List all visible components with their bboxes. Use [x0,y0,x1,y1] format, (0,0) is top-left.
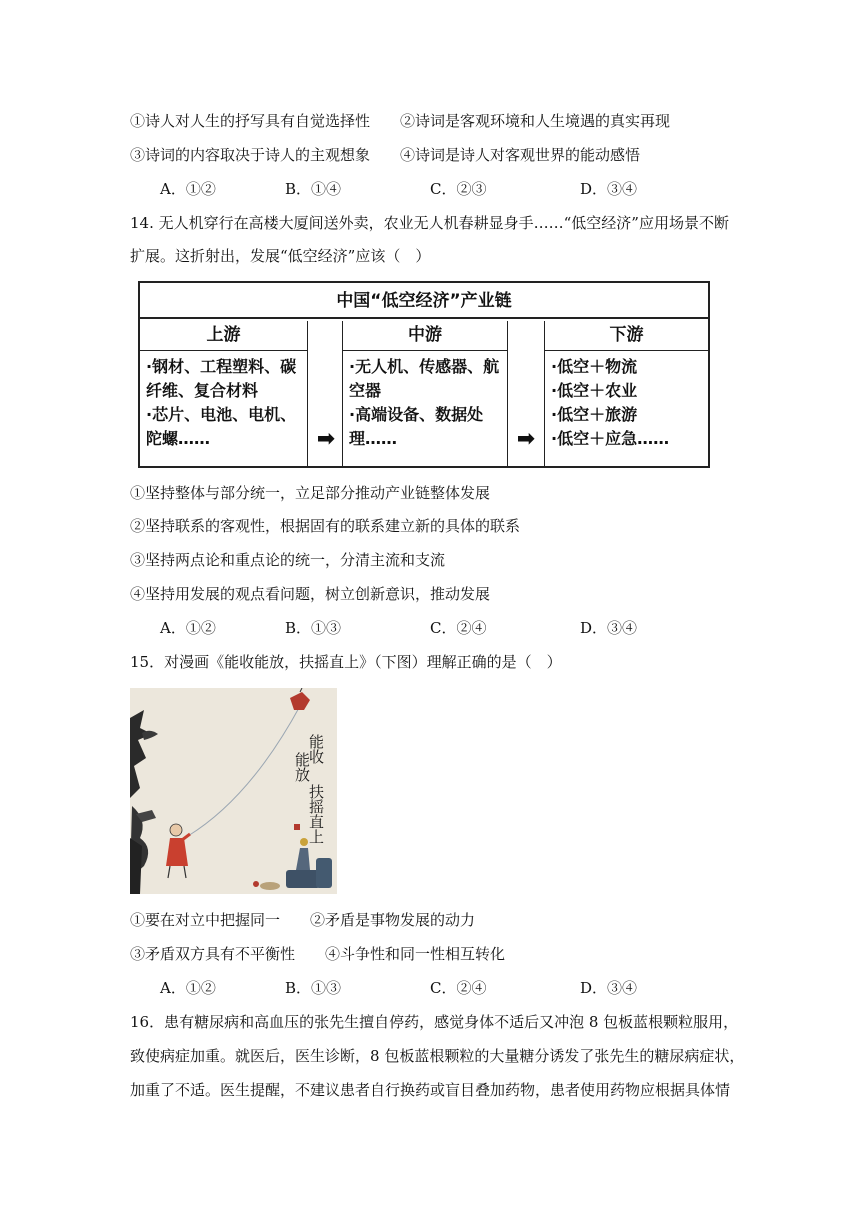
q15-options-line-2: ③矛盾双方具有不平衡性 ④斗争性和同一性相互转化 [130,945,506,963]
upstream-item: 陀螺…… [146,429,211,448]
q15-stem: 15．对漫画《能收能放，扶摇直上》（下图）理解正确的是（ ） [130,653,562,671]
choice-a: A．①② [160,979,216,997]
q13-options-line-1: ①诗人对人生的抒写具有自觉选择性 ②诗词是客观环境和人生境遇的真实再现 [130,112,671,130]
q14-option-3: ③坚持两点论和重点论的统一，分清主流和支流 [130,551,446,569]
midstream-item: ·高端设备、数据处 [349,405,484,424]
q15-options-line-1: ①要在对立中把握同一 ②矛盾是事物发展的动力 [130,911,476,929]
choice-a: A．①② [160,619,216,637]
arrow-mid-to-down [508,321,544,466]
arrow-right-icon: ➡ [316,426,336,452]
cartoon-image [130,688,337,894]
calligraphy-line-3: 扶摇直上 [307,784,325,844]
q14-option-4: ④坚持用发展的观点看问题，树立创新意识，推动发展 [130,585,491,603]
q14-stem-line-2: 扩展。这折射出，发展“低空经济”应该（ ） [130,247,431,265]
choice-d: D．③④ [580,180,638,198]
q16-line-3: 加重了不适。医生提醒，不建议患者自行换药或盲目叠加药物，患者使用药物应根据具体情 [130,1081,731,1099]
q14-option-2: ②坚持联系的客观性，根据固有的联系建立新的具体的联系 [130,517,521,535]
choice-b: B．①③ [285,979,342,997]
upstream-item: ·钢材、工程塑料、碳 [146,357,297,376]
upstream-head: 上游 [140,321,307,351]
midstream-item: ·无人机、传感器、航 [349,357,500,376]
choice-d: D．③④ [580,619,638,637]
upstream-item: ·芯片、电池、电机、 [146,405,297,424]
kite-cartoon-illustration [130,688,337,894]
choice-b: B．①③ [285,619,342,637]
q13-options-line-2: ③诗词的内容取决于诗人的主观想象 ④诗词是诗人对客观世界的能动感悟 [130,146,641,164]
downstream-item: ·低空＋应急…… [551,429,670,448]
choice-c: C．②③ [430,180,487,198]
arrow-right-icon: ➡ [516,426,536,452]
chain-title: 中国“低空经济”产业链 [140,283,708,319]
downstream-item: ·低空＋物流 [551,357,638,376]
industry-chain-table [138,281,710,468]
choice-c: C．②④ [430,619,487,637]
downstream-stage [544,321,708,466]
upstream-item: 纤维、复合材料 [146,381,259,400]
q16-line-2: 致使病症加重。就医后，医生诊断，8 包板蓝根颗粒的大量糖分诱发了张先生的糖尿病症状， [130,1047,745,1065]
q14-stem-line-1: 14. 无人机穿行在高楼大厦间送外卖，农业无人机春耕显身手……“低空经济”应用场景不断 [130,214,729,232]
seal-stamp [294,824,300,830]
choice-b: B．①④ [285,180,342,198]
downstream-head: 下游 [545,321,708,351]
choice-d: D．③④ [580,979,638,997]
arrow-up-to-mid [308,321,344,466]
midstream-head: 中游 [343,321,507,351]
midstream-stage [342,321,508,466]
q14-option-1: ①坚持整体与部分统一，立足部分推动产业链整体发展 [130,484,491,502]
choice-c: C．②④ [430,979,487,997]
choice-a: A．①② [160,180,216,198]
upstream-stage [140,321,308,466]
calligraphy-line-2: 能放 [293,752,311,782]
midstream-item: 空器 [349,381,382,400]
downstream-item: ·低空＋旅游 [551,405,638,424]
q16-line-1: 16．患有糖尿病和高血压的张先生擅自停药，感觉身体不适后又冲泡 8 包板蓝根颗粒服用， [130,1013,739,1031]
downstream-item: ·低空＋农业 [551,381,638,400]
midstream-item: 理…… [349,429,398,448]
calligraphy-line-1: 能收 [307,734,325,764]
